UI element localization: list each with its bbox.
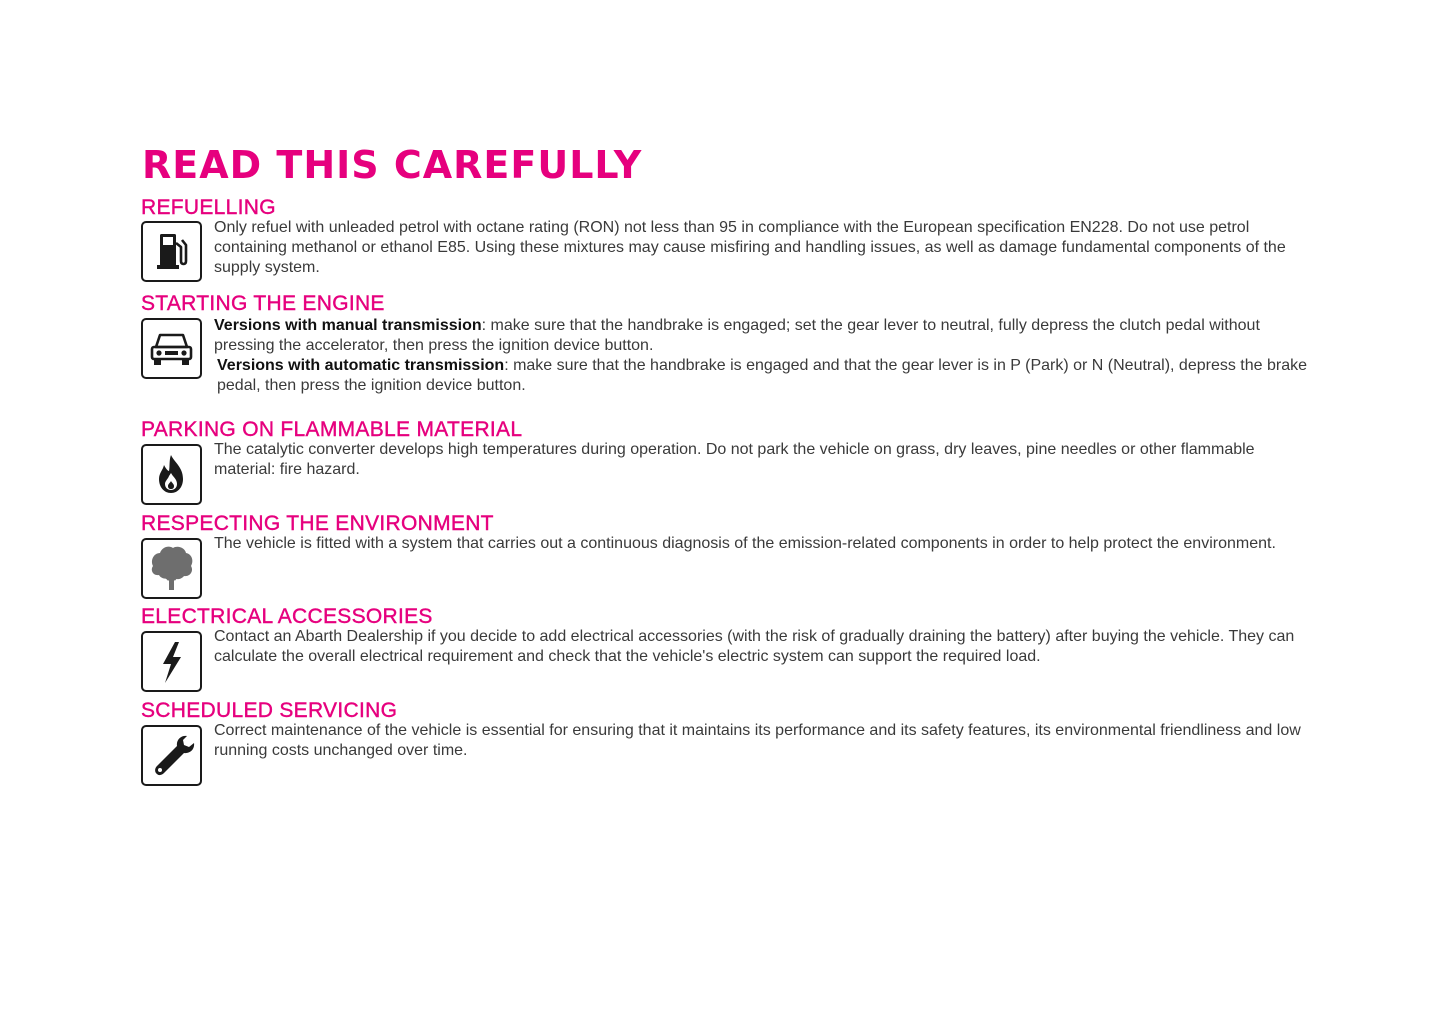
car-front-icon (141, 318, 202, 379)
section-heading-environment: RESPECTING THE ENVIRONMENT (141, 512, 494, 535)
automatic-transmission-label: Versions with automatic transmission (217, 357, 505, 374)
section-text-parking (214, 440, 1309, 480)
tree-icon (141, 538, 202, 599)
lightning-bolt-icon (141, 631, 202, 692)
section-starting-engine (141, 292, 1311, 394)
automatic-transmission-paragraph (214, 356, 1309, 396)
section-text-starting (214, 316, 1309, 398)
section-heading-servicing: SCHEDULED SERVICING (141, 699, 398, 722)
section-text-electrical (214, 627, 1309, 667)
manual-transmission-text: : make sure that the handbrake is engaged; set the gear lever to neutral, fully depress the clutch pedal without pressing the accelerator, then press the ignition device button. (214, 317, 1260, 354)
parking-paragraph: The catalytic converter develops high temperatures during operation. Do not park the vehicle on grass, dry leaves, pine needles or other flammable material: fire hazard. (214, 441, 1255, 478)
automatic-transmission-text: : make sure that the handbrake is engaged and that the gear lever is in P (Park) or N (Neutral), depress the brake pedal, then press the ignition device button. (217, 357, 1307, 394)
section-heading-starting: STARTING THE ENGINE (141, 292, 385, 315)
section-servicing (141, 700, 1311, 786)
wrench-icon (141, 725, 202, 786)
section-electrical (141, 606, 1311, 692)
section-environment (141, 513, 1311, 599)
refuelling-paragraph: Only refuel with unleaded petrol with octane rating (RON) not less than 95 in compliance with the European specification EN228. Do not use petrol containing methanol or ethanol E85. Using these mixtures may cause misfiring and handling issues, as well as damage fundamental components of the supply system. (214, 219, 1286, 276)
flame-icon (141, 444, 202, 505)
section-text-servicing (214, 721, 1309, 761)
section-refuelling (141, 197, 1311, 283)
section-heading-parking: PARKING ON FLAMMABLE MATERIAL (141, 418, 523, 441)
page-title: READ THIS CAREFULLY (142, 143, 643, 187)
environment-paragraph: The vehicle is fitted with a system that carries out a continuous diagnosis of the emission-related components in order to help protect the environment. (214, 535, 1276, 552)
electrical-paragraph: Contact an Abarth Dealership if you decide to add electrical accessories (with the risk of gradually draining the battery) after buying the vehicle. They can calculate the overall electrical requirement and check that the vehicle's electric system can support the required load. (214, 628, 1295, 665)
manual-transmission-paragraph (214, 316, 1309, 356)
manual-transmission-label: Versions with manual transmission (214, 317, 482, 334)
section-text-refuelling (214, 218, 1309, 278)
section-text-environment (214, 534, 1309, 554)
section-parking (141, 419, 1311, 505)
servicing-paragraph: Correct maintenance of the vehicle is essential for ensuring that it maintains its performance and its safety features, its environmental friendliness and low running costs unchanged over time. (214, 722, 1301, 759)
section-heading-electrical: ELECTRICAL ACCESSORIES (141, 605, 433, 628)
fuel-pump-icon (141, 221, 202, 282)
section-heading-refuelling: REFUELLING (141, 196, 276, 219)
